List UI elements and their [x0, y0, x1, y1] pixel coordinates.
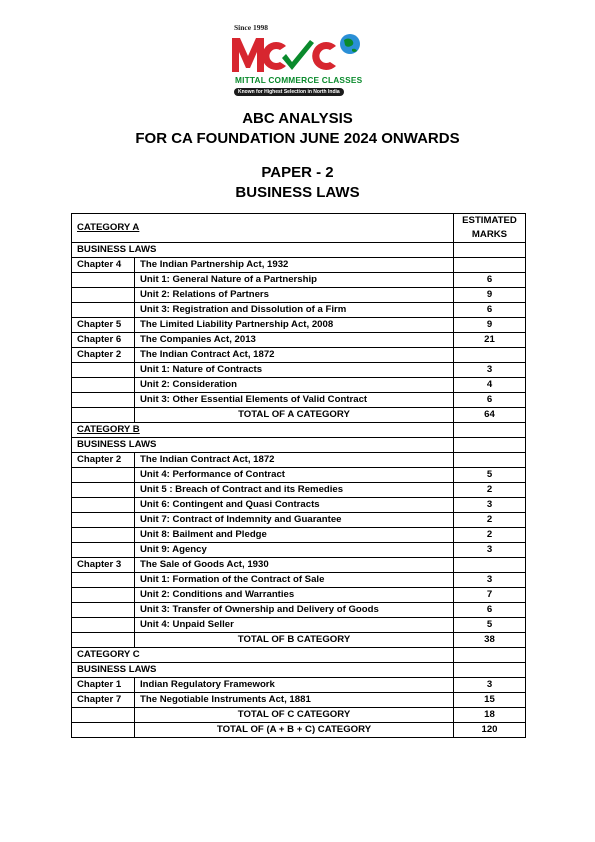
chapter-cell: Chapter 6 [72, 333, 135, 348]
marks-cell: 9 [454, 318, 526, 333]
topic-cell: Unit 4: Performance of Contract [135, 468, 454, 483]
topic-cell: Unit 3: Registration and Dissolution of a Firm [135, 303, 454, 318]
chapter-cell [72, 618, 135, 633]
paper-subject: BUSINESS LAWS [235, 184, 360, 201]
chapter-cell [72, 393, 135, 408]
marks-cell: 6 [454, 393, 526, 408]
category-c-section-row [72, 663, 526, 678]
topic-cell: Unit 6: Contingent and Quasi Contracts [135, 498, 454, 513]
category-a-header-row [72, 214, 526, 243]
title-line-1: ABC ANALYSIS [242, 110, 353, 127]
category-b-header-row [72, 423, 526, 438]
table-row [72, 468, 526, 483]
total-value: 38 [454, 633, 526, 648]
marks-cell: 4 [454, 378, 526, 393]
table-row [72, 303, 526, 318]
topic-cell: Unit 2: Consideration [135, 378, 454, 393]
total-value: 18 [454, 708, 526, 723]
grand-total-value: 120 [454, 723, 526, 738]
category-a-total-row [72, 408, 526, 423]
marks-cell: 5 [454, 618, 526, 633]
marks-cell [454, 258, 526, 273]
logo-tagline: Known for Highest Selection in North India [234, 88, 344, 96]
table-row [72, 363, 526, 378]
section-label: BUSINESS LAWS [72, 243, 454, 258]
marks-cell: 3 [454, 498, 526, 513]
chapter-cell [72, 543, 135, 558]
chapter-cell [72, 378, 135, 393]
chapter-cell: Chapter 3 [72, 558, 135, 573]
abc-analysis-table [71, 213, 526, 738]
marks-cell: 3 [454, 363, 526, 378]
marks-cell: 3 [454, 573, 526, 588]
table-row [72, 693, 526, 708]
total-value: 64 [454, 408, 526, 423]
chapter-cell: Chapter 2 [72, 348, 135, 363]
marks-cell [454, 453, 526, 468]
logo-brand-name: MITTAL COMMERCE CLASSES [235, 75, 363, 85]
marks-cell: 6 [454, 273, 526, 288]
table-row [72, 333, 526, 348]
topic-cell: The Indian Partnership Act, 1932 [135, 258, 454, 273]
table-row [72, 483, 526, 498]
topic-cell: Unit 5 : Breach of Contract and its Remedies [135, 483, 454, 498]
table-body [72, 214, 526, 738]
total-label: TOTAL OF A CATEGORY [135, 408, 454, 423]
marks-cell: 5 [454, 468, 526, 483]
table-row [72, 603, 526, 618]
category-c-header-row [72, 648, 526, 663]
chapter-cell: Chapter 7 [72, 693, 135, 708]
marks-cell: 2 [454, 528, 526, 543]
marks-cell: 3 [454, 678, 526, 693]
marks-cell: 2 [454, 483, 526, 498]
marks-cell: 15 [454, 693, 526, 708]
category-b-section-row [72, 438, 526, 453]
marks-cell: 9 [454, 288, 526, 303]
chapter-cell [72, 513, 135, 528]
estimated-marks-header: ESTIMATED MARKS [454, 214, 526, 243]
total-label: TOTAL OF C CATEGORY [135, 708, 454, 723]
table-row [72, 453, 526, 468]
title-line-2: FOR CA FOUNDATION JUNE 2024 ONWARDS [135, 130, 460, 147]
topic-cell: Unit 1: Formation of the Contract of Sale [135, 573, 454, 588]
category-c-total-row [72, 708, 526, 723]
topic-cell: Indian Regulatory Framework [135, 678, 454, 693]
topic-cell: Unit 2: Relations of Partners [135, 288, 454, 303]
topic-cell: The Indian Contract Act, 1872 [135, 453, 454, 468]
topic-cell: Unit 4: Unpaid Seller [135, 618, 454, 633]
chapter-cell [72, 498, 135, 513]
table-row [72, 573, 526, 588]
chapter-cell [72, 468, 135, 483]
topic-cell: Unit 1: General Nature of a Partnership [135, 273, 454, 288]
table-row [72, 318, 526, 333]
category-b-title: CATEGORY B [72, 423, 454, 438]
marks-cell [454, 558, 526, 573]
topic-cell: The Limited Liability Partnership Act, 2008 [135, 318, 454, 333]
chapter-cell [72, 588, 135, 603]
table-row [72, 528, 526, 543]
category-a-section-row [72, 243, 526, 258]
section-label: BUSINESS LAWS [72, 663, 454, 678]
logo-mark [228, 32, 368, 76]
marks-cell: 7 [454, 588, 526, 603]
chapter-cell [72, 288, 135, 303]
chapter-cell: Chapter 1 [72, 678, 135, 693]
topic-cell: The Sale of Goods Act, 1930 [135, 558, 454, 573]
topic-cell: The Negotiable Instruments Act, 1881 [135, 693, 454, 708]
category-a-title: CATEGORY A [72, 214, 454, 243]
table-row [72, 348, 526, 363]
chapter-cell [72, 273, 135, 288]
category-c-title: CATEGORY C [72, 648, 454, 663]
chapter-cell: Chapter 5 [72, 318, 135, 333]
topic-cell: Unit 7: Contract of Indemnity and Guarantee [135, 513, 454, 528]
table-row [72, 378, 526, 393]
chapter-cell [72, 603, 135, 618]
table-row [72, 258, 526, 273]
grand-total-row [72, 723, 526, 738]
table-row [72, 588, 526, 603]
chapter-cell: Chapter 2 [72, 453, 135, 468]
table-row [72, 393, 526, 408]
category-b-total-row [72, 633, 526, 648]
table-row [72, 513, 526, 528]
topic-cell: The Indian Contract Act, 1872 [135, 348, 454, 363]
table-row [72, 273, 526, 288]
chapter-cell [72, 303, 135, 318]
chapter-cell [72, 528, 135, 543]
table-row [72, 498, 526, 513]
paper-number: PAPER - 2 [261, 164, 334, 181]
topic-cell: Unit 8: Bailment and Pledge [135, 528, 454, 543]
topic-cell: Unit 2: Conditions and Warranties [135, 588, 454, 603]
chapter-cell [72, 573, 135, 588]
mcc-logo [228, 22, 368, 104]
table-row [72, 288, 526, 303]
grand-total-label: TOTAL OF (A + B + C) CATEGORY [135, 723, 454, 738]
topic-cell: Unit 9: Agency [135, 543, 454, 558]
marks-cell: 2 [454, 513, 526, 528]
table-row [72, 558, 526, 573]
topic-cell: Unit 3: Other Essential Elements of Valid Contract [135, 393, 454, 408]
logo-since-text: Since 1998 [234, 23, 268, 32]
table-row [72, 618, 526, 633]
marks-cell: 6 [454, 303, 526, 318]
chapter-cell: Chapter 4 [72, 258, 135, 273]
topic-cell: The Companies Act, 2013 [135, 333, 454, 348]
table-row [72, 678, 526, 693]
chapter-cell [72, 483, 135, 498]
section-label: BUSINESS LAWS [72, 438, 454, 453]
chapter-cell [72, 363, 135, 378]
marks-cell: 6 [454, 603, 526, 618]
table-row [72, 543, 526, 558]
marks-cell: 21 [454, 333, 526, 348]
marks-cell [454, 348, 526, 363]
marks-cell: 3 [454, 543, 526, 558]
topic-cell: Unit 3: Transfer of Ownership and Delivery of Goods [135, 603, 454, 618]
total-label: TOTAL OF B CATEGORY [135, 633, 454, 648]
topic-cell: Unit 1: Nature of Contracts [135, 363, 454, 378]
